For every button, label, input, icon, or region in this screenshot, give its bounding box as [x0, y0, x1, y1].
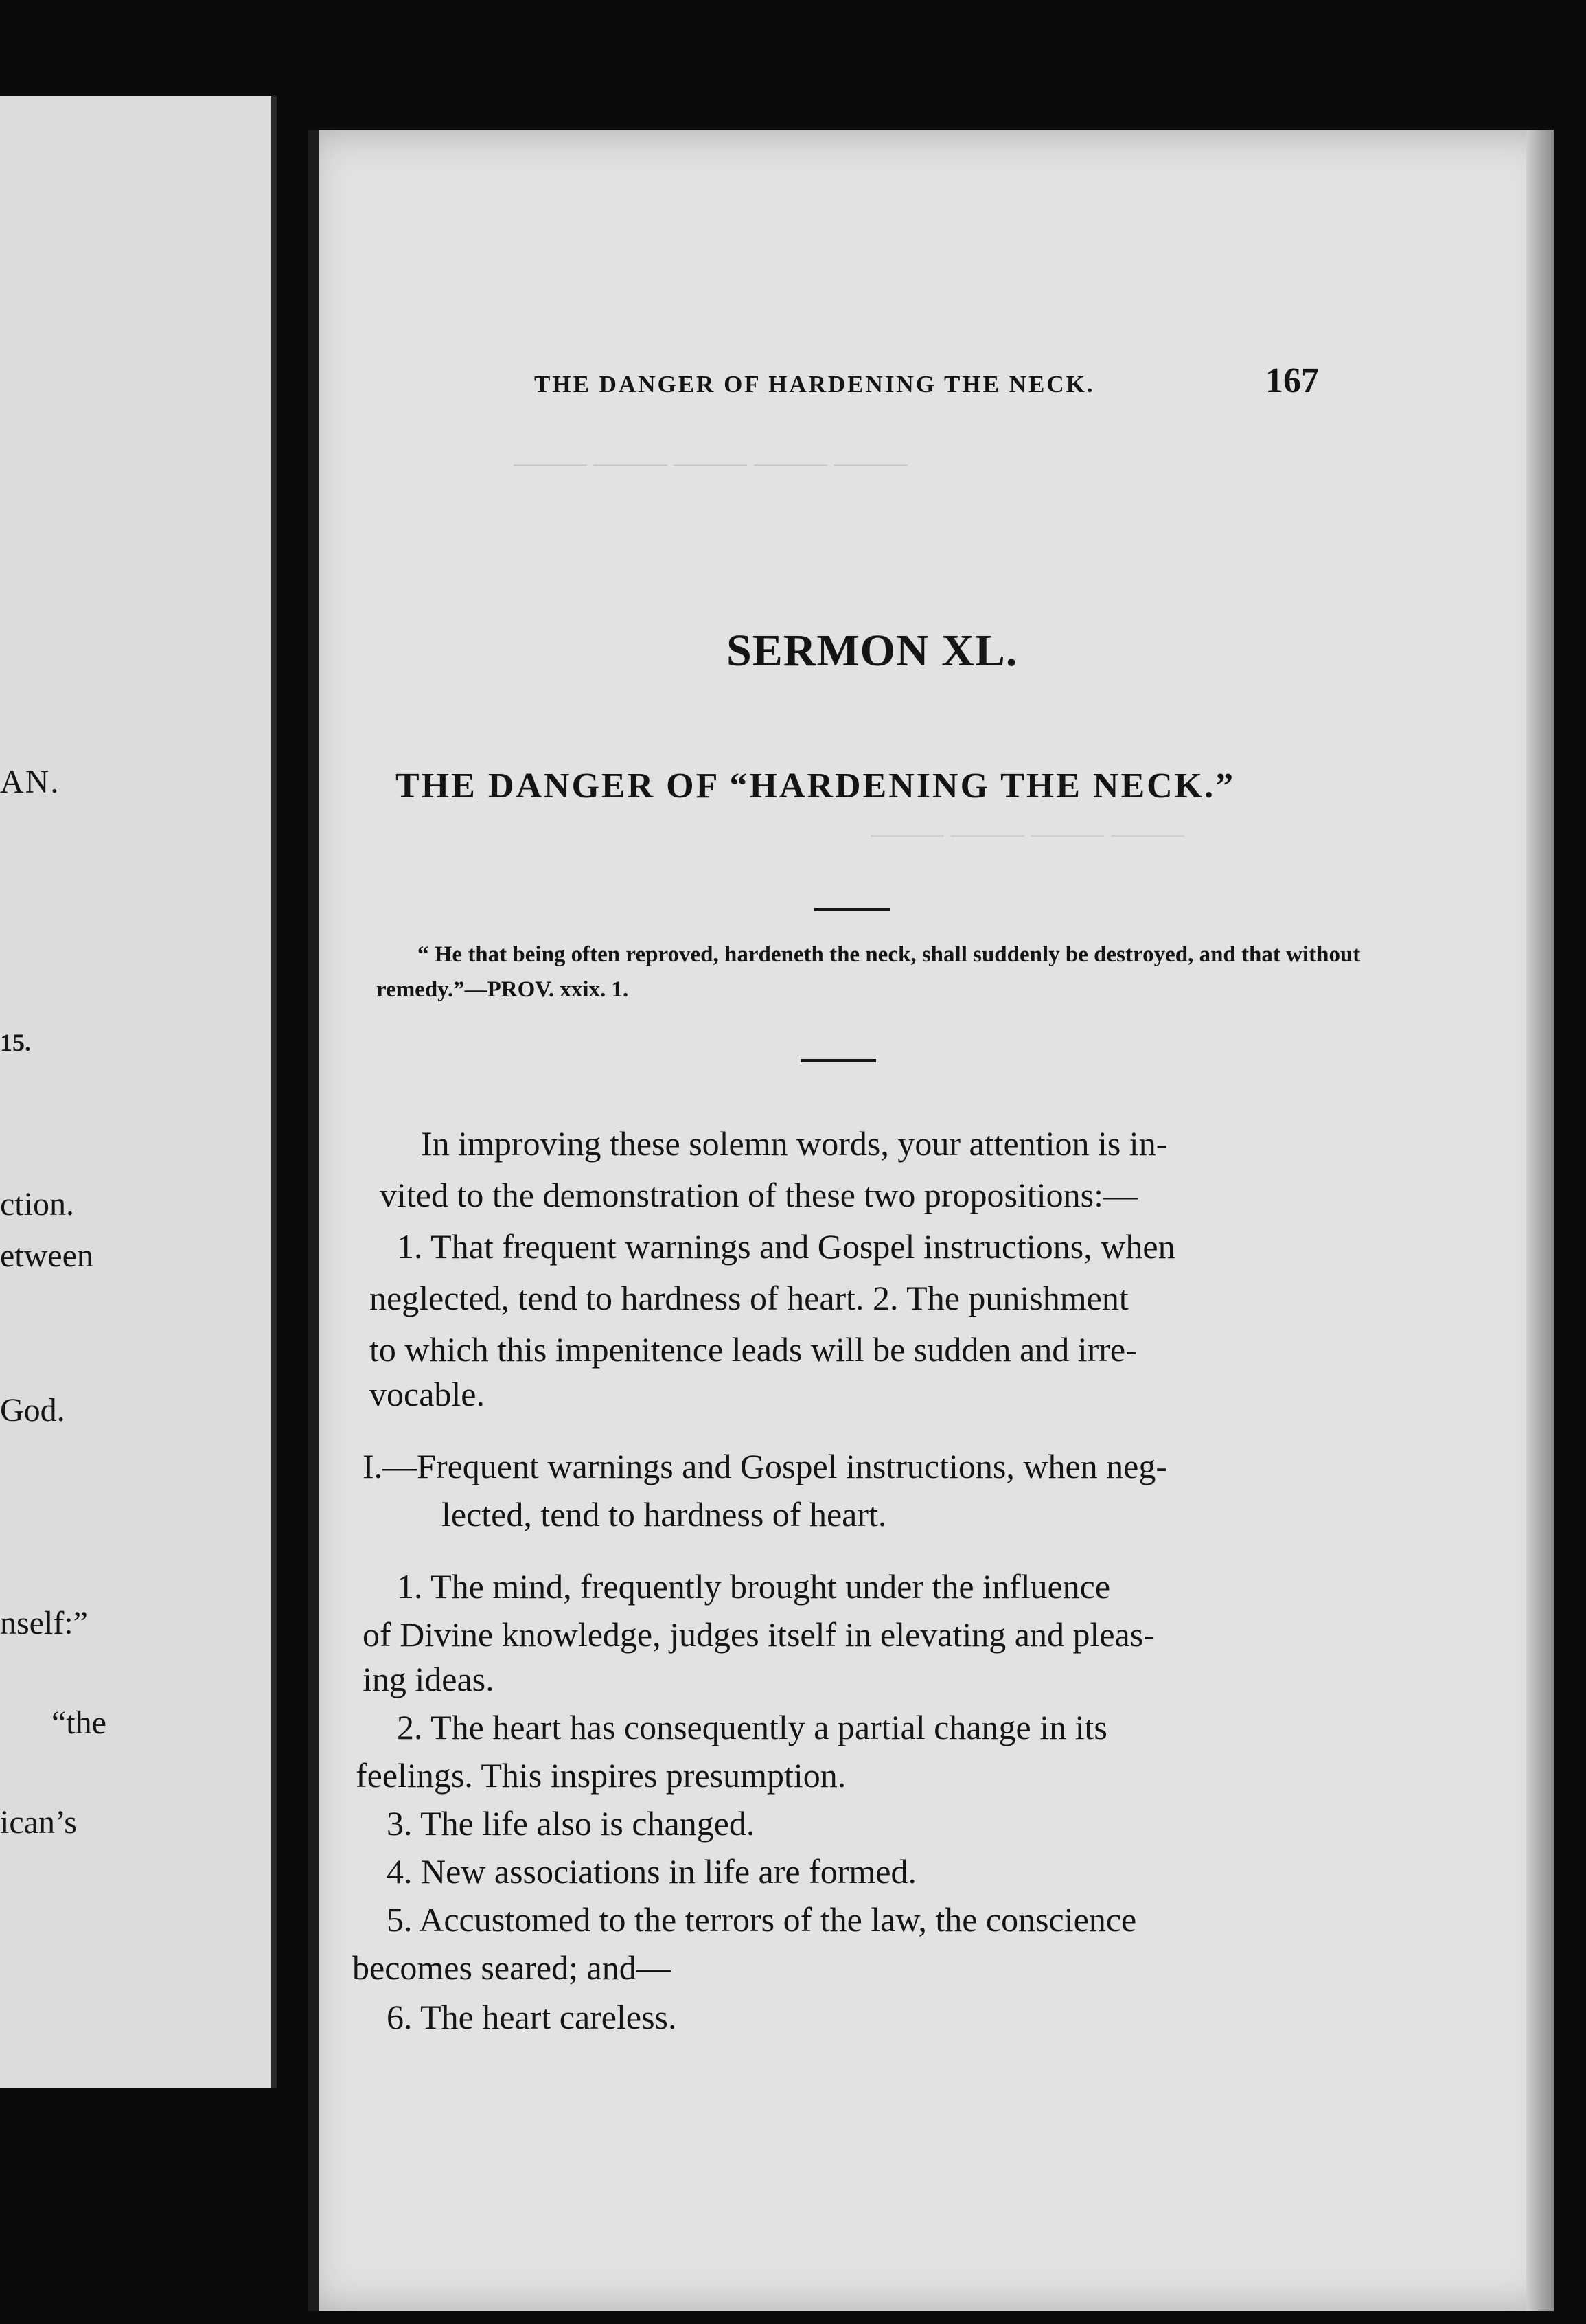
epigraph-quotation: “ He that being often reproved, hardeneth the neck, shall suddenly be destroyed, and that without remedy.”—PROV. xxix. 1. — [376, 942, 1361, 1003]
body-text-line: 5. Accustomed to the terrors of the law, the conscience — [387, 1900, 1137, 1939]
page-gutter — [308, 130, 319, 2311]
body-text-line: 3. The life also is changed. — [387, 1804, 755, 1843]
left-page-text: AN. — [0, 764, 60, 800]
page-number: 167 — [1265, 361, 1319, 400]
body-text-line: In improving these solemn words, your attention is in- — [421, 1124, 1168, 1163]
left-page-text: ican’s — [0, 1804, 77, 1841]
page-edge — [1526, 130, 1554, 2311]
body-text-line: becomes seared; and— — [352, 1948, 671, 1987]
left-page-text: nself:” — [0, 1605, 88, 1641]
left-page-text: ction. — [0, 1186, 74, 1222]
bleed-through-text: ——— ——— ——— ——— — [871, 818, 1184, 849]
body-text-line: vocable. — [369, 1375, 485, 1413]
sermon-title: THE DANGER OF “HARDENING THE NECK.” — [395, 766, 1236, 806]
body-text-line: of Divine knowledge, judges itself in elevating and pleas- — [363, 1615, 1155, 1654]
section-rule — [801, 1059, 876, 1062]
sermon-number-heading: SERMON XL. — [726, 626, 1018, 676]
body-text-line: to which this impenitence leads will be sudden and irre- — [369, 1330, 1137, 1369]
section-heading-line: I.—Frequent warnings and Gospel instructions, when neg- — [363, 1447, 1167, 1485]
body-text-line: 1. That frequent warnings and Gospel instructions, when — [397, 1227, 1175, 1266]
body-text-line: neglected, tend to hardness of heart. 2. The punishment — [369, 1279, 1129, 1317]
running-head: THE DANGER OF HARDENING THE NECK. — [534, 371, 1095, 398]
left-page-fragment — [0, 96, 277, 2088]
left-page-text: “the — [51, 1705, 106, 1741]
left-page-text: etween — [0, 1238, 93, 1274]
body-text-line: 1. The mind, frequently brought under the influence — [397, 1567, 1111, 1606]
body-text-line: 4. New associations in life are formed. — [387, 1852, 917, 1891]
body-text-line: feelings. This inspires presumption. — [356, 1756, 847, 1795]
body-text-line: vited to the demonstration of these two propositions:— — [380, 1176, 1138, 1214]
bleed-through-text: ——— ——— ——— ——— ——— — [514, 447, 908, 478]
left-page-text: 15. — [0, 1029, 31, 1056]
left-page-text: God. — [0, 1392, 65, 1428]
section-rule — [814, 908, 890, 911]
body-text-line: 6. The heart careless. — [387, 1998, 677, 2036]
body-text-line: 2. The heart has consequently a partial change in its — [397, 1708, 1107, 1746]
body-text-line: ing ideas. — [363, 1660, 494, 1698]
book-page — [308, 130, 1554, 2311]
section-heading-line: lected, tend to hardness of heart. — [441, 1495, 887, 1534]
